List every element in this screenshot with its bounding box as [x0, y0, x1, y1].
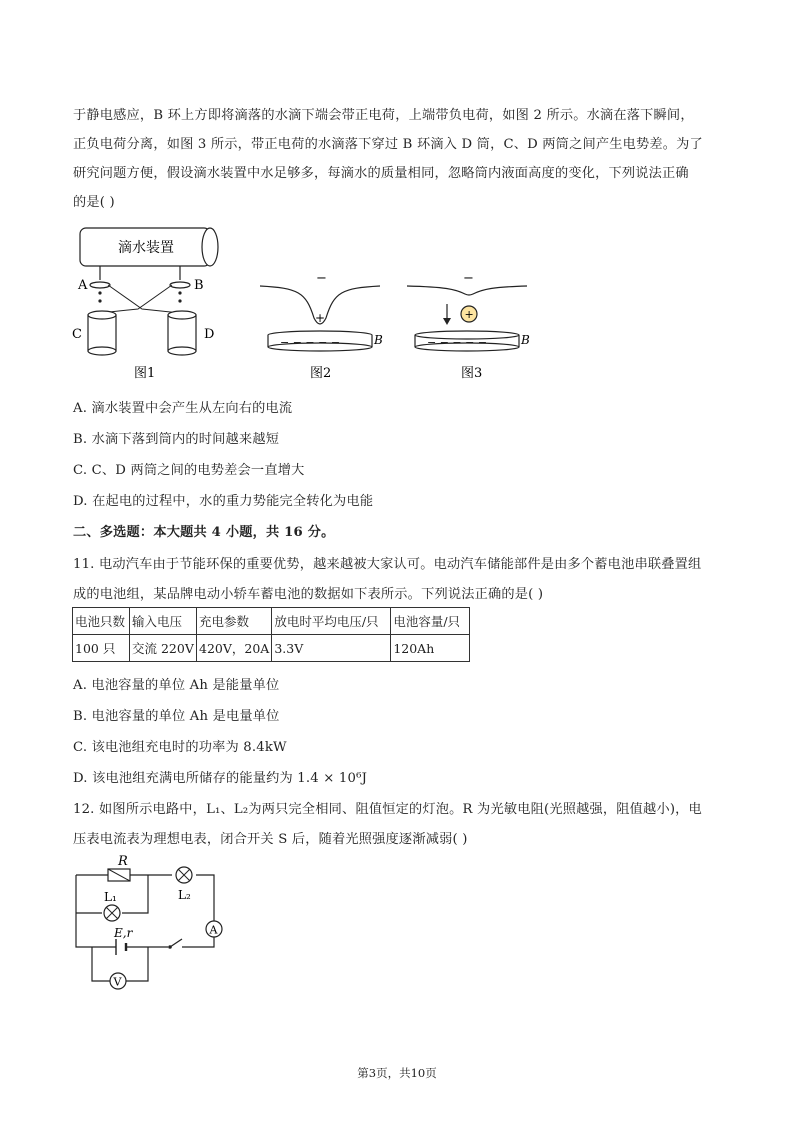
- q10-intro-line-2: 正负电荷分离，如图 3 所示，带正电荷的水滴落下穿过 B 环滴入 D 筒，C、D 两筒之间产生电势差。为了: [73, 137, 703, 152]
- svg-text:− − − − −: − − − − −: [280, 336, 341, 349]
- figure-2-caption: 图2: [310, 366, 332, 381]
- table-header-cell: 电池容量/只: [391, 608, 470, 635]
- table-header-cell: 输入电压: [130, 608, 197, 635]
- label-ammeter: A: [209, 923, 218, 937]
- section-2-heading: 二、多选题：本大题共 4 小题，共 16 分。: [73, 525, 335, 540]
- q10-intro-line-4: 的是( ): [73, 195, 115, 210]
- fig2-drop-sign: +: [315, 311, 326, 325]
- table-header-cell: 放电时平均电压/只: [272, 608, 391, 635]
- figure-3-drop-separated: [405, 270, 540, 385]
- label-r: R: [118, 855, 128, 869]
- fig3-top-sign: −: [463, 271, 474, 286]
- table-header-row: [73, 608, 470, 635]
- q11-option-a: A. 电池容量的单位 Ah 是能量单位: [73, 678, 280, 693]
- can-c: [88, 311, 116, 355]
- q10-intro-line-1: 于静电感应，B 环上方即将滴落的水滴下端会带正电荷，上端带负电荷，如图 2 所示。水滴在落下瞬间，: [73, 108, 694, 123]
- fig3-ring-label: B: [521, 333, 530, 347]
- switch-s: [170, 939, 182, 947]
- q10-option-a: A. 滴水装置中会产生从左向右的电流: [73, 401, 293, 416]
- lamp-l1: [104, 905, 120, 921]
- figure-2-drop-forming: [258, 270, 388, 385]
- label-voltmeter: V: [113, 975, 122, 989]
- lamp-l2: [176, 867, 192, 883]
- label-l1: L₁: [104, 890, 117, 904]
- q11-option-d: D. 该电池组充满电所储存的能量约为 1.4 × 10⁶J: [73, 771, 368, 786]
- q10-option-d: D. 在起电的过程中，水的重力势能完全转化为电能: [73, 494, 374, 509]
- table-cell: 交流 220V: [130, 635, 197, 662]
- q12-line-2: 压表电流表为理想电表，闭合开关 S 后，随着光照强度逐渐减弱( ): [73, 832, 468, 847]
- q11-option-c: C. 该电池组充电时的功率为 8.4kW: [73, 740, 287, 755]
- q12-circuit-diagram: [72, 855, 232, 995]
- device-tank-end: [202, 228, 218, 266]
- table-cell: 100 只: [73, 635, 130, 662]
- label-b: B: [194, 278, 204, 293]
- fig2-top-sign: −: [316, 271, 327, 286]
- device-label: 滴水装置: [118, 240, 174, 256]
- label-source: E,r: [114, 926, 133, 940]
- q10-option-c: C. C、D 两筒之间的电势差会一直增大: [73, 463, 305, 478]
- q11-option-b: B. 电池容量的单位 Ah 是电量单位: [73, 709, 280, 724]
- fig2-ring-label: B: [374, 333, 383, 347]
- table-cell: 420V，20A: [197, 635, 272, 662]
- can-d: [168, 311, 196, 355]
- svg-text:− − − − −: − − − − −: [427, 336, 488, 349]
- table-cell: 120Ah: [391, 635, 470, 662]
- label-a: A: [78, 278, 88, 293]
- table-cell: 3.3V: [272, 635, 391, 662]
- fig3-drop-sign: +: [464, 308, 474, 321]
- ring-a: [90, 282, 110, 288]
- q11-line-2: 成的电池组，某品牌电动小轿车蓄电池的数据如下表所示。下列说法正确的是( ): [73, 587, 544, 602]
- table-header-cell: 充电参数: [197, 608, 272, 635]
- q11-line-1: 11. 电动汽车由于节能环保的重要优势，越来越被大家认可。电动汽车储能部件是由多个蓄电池串联叠置组: [73, 557, 702, 572]
- label-c: C: [72, 327, 82, 342]
- battery-data-table: [72, 607, 470, 662]
- q10-option-b: B. 水滴下落到筒内的时间越来越短: [73, 432, 280, 447]
- label-d: D: [204, 327, 215, 342]
- table-header-cell: 电池只数: [73, 608, 130, 635]
- figure-1-drip-device: [70, 225, 240, 385]
- ring-b: [170, 282, 190, 288]
- figure-3-caption: 图3: [461, 366, 483, 381]
- figure-1-caption: 图1: [134, 366, 156, 381]
- q12-line-1: 12. 如图所示电路中，L₁、L₂为两只完全相同、阻值恒定的灯泡。R 为光敏电阻(光照越强，阻值越小)，电: [73, 802, 702, 817]
- page-footer: 第3页，共10页: [357, 1066, 437, 1080]
- q10-intro-line-3: 研究问题方便，假设滴水装置中水足够多，每滴水的质量相同，忽略筒内液面高度的变化，下列说法正确: [73, 166, 689, 181]
- fig3-water-surface: [407, 286, 527, 295]
- table-row: [73, 635, 470, 662]
- label-l2: L₂: [178, 888, 191, 902]
